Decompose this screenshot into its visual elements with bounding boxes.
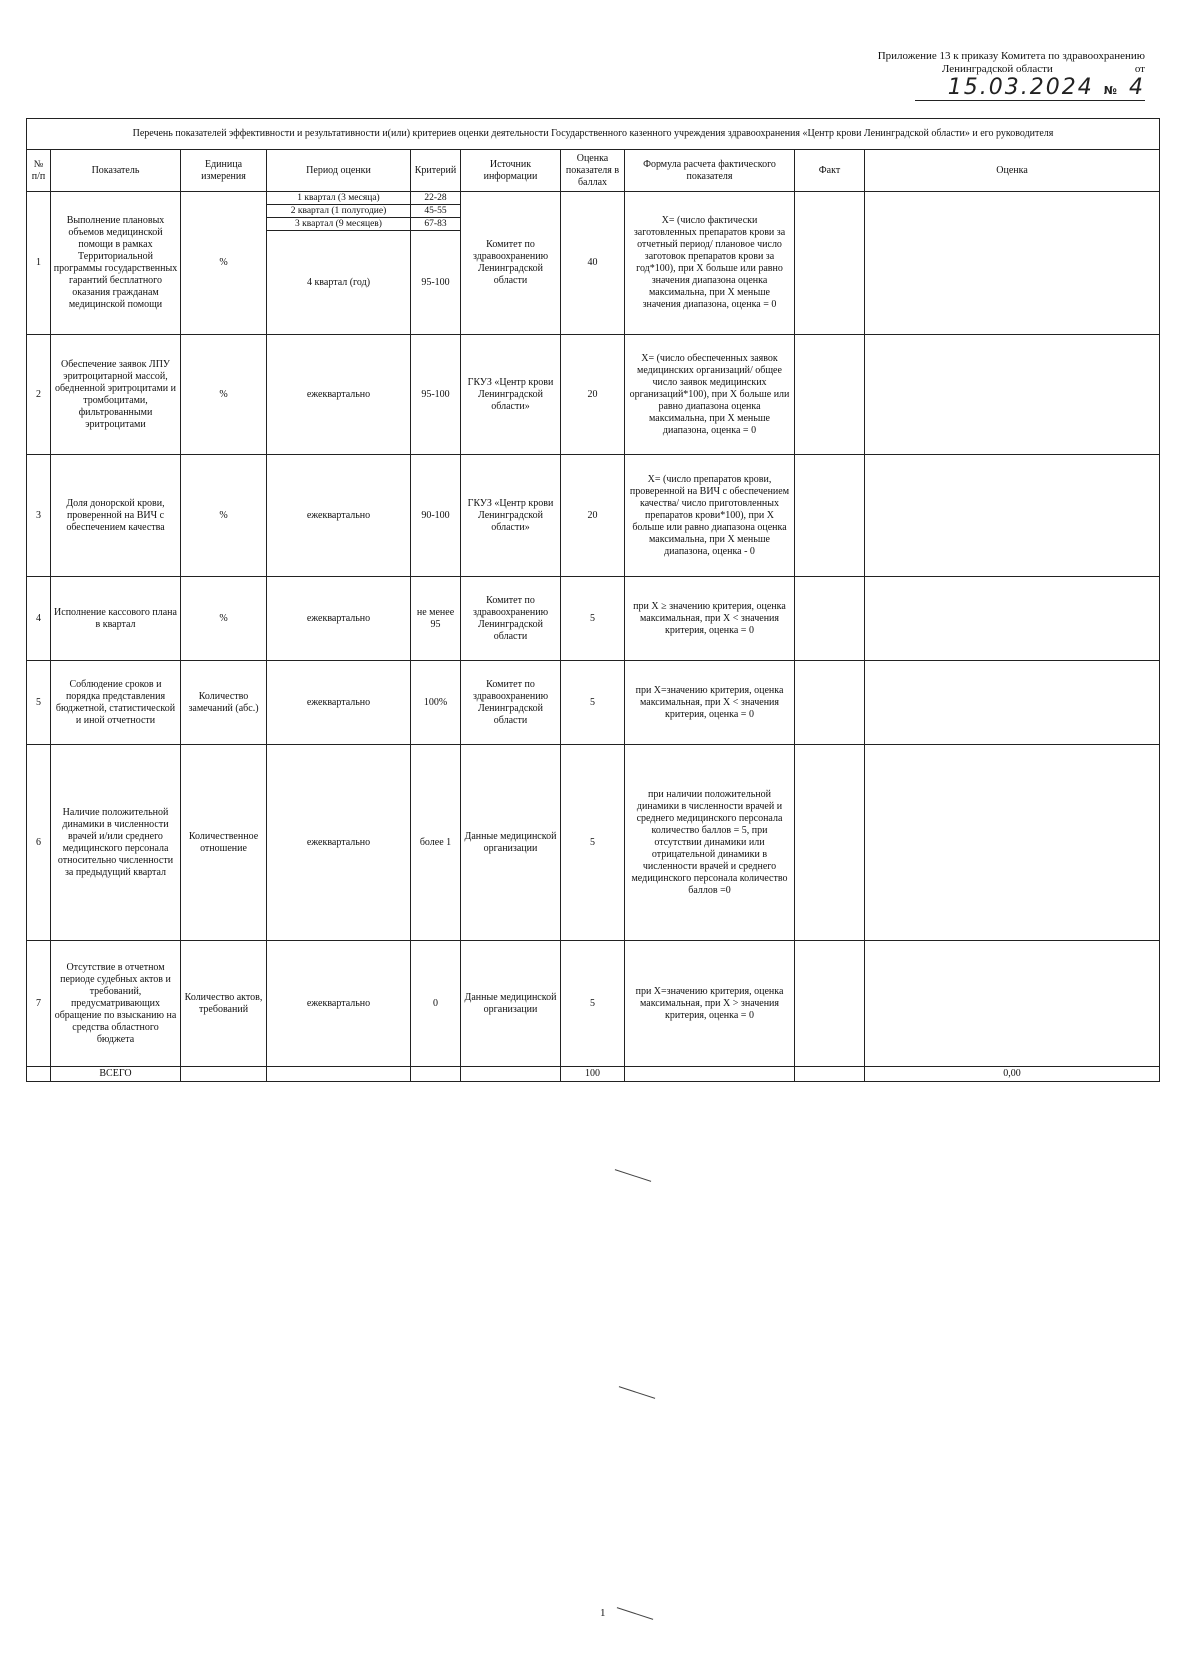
row-unit: % <box>181 335 267 455</box>
row-criterion: более 1 <box>411 745 461 941</box>
col-period: Период оценки <box>267 150 411 192</box>
row-source: Комитет по здравоохранению Ленинградской области <box>461 661 561 745</box>
table-row <box>27 455 1160 577</box>
total-empty <box>181 1067 267 1082</box>
row-period: ежеквартально <box>267 745 411 941</box>
col-source: Источник информации <box>461 150 561 192</box>
scan-mark <box>615 1169 651 1182</box>
document-header <box>825 50 1145 76</box>
row-unit: Количество актов, требований <box>181 941 267 1067</box>
row-fact <box>795 577 865 661</box>
scan-mark <box>617 1607 653 1620</box>
row-num: 4 <box>27 577 51 661</box>
row-indicator: Обеспечение заявок ЛПУ эритроцитарной массой, обедненной эритроцитами и тромбоцитами, фильтрованными эритроцитами <box>51 335 181 455</box>
row-indicator: Отсутствие в отчетном периоде судебных актов и требований, предусматривающих обращение по взысканию на средства областного бюджета <box>51 941 181 1067</box>
row-num: 1 <box>27 192 51 335</box>
col-num: № п/п <box>27 150 51 192</box>
row-indicator: Наличие положительной динамики в численности врачей и/или среднего медицинского персонала относительно численности за предыдущий квартал <box>51 745 181 941</box>
row-formula: Х= (число обеспеченных заявок медицинских организаций/ общее число заявок медицинских организаций*100), при Х больше или равно диапазона оценка максимальна, при Х меньше диапазона, оценка = 0 <box>625 335 795 455</box>
col-unit: Единица измерения <box>181 150 267 192</box>
row-unit: % <box>181 455 267 577</box>
row-fact <box>795 455 865 577</box>
row-points: 20 <box>561 455 625 577</box>
row-points: 5 <box>561 745 625 941</box>
row-period: 2 квартал (1 полугодие) <box>267 205 411 218</box>
row-source: Комитет по здравоохранению Ленинградской области <box>461 192 561 335</box>
row-period: ежеквартально <box>267 577 411 661</box>
row-criterion: 95-100 <box>411 231 461 335</box>
total-empty <box>795 1067 865 1082</box>
row-indicator: Выполнение плановых объемов медицинской помощи в рамках Территориальной программы государственных гарантий бесплатного оказания гражданам медицинской помощи <box>51 192 181 335</box>
row-formula: при Х ≥ значению критерия, оценка максимальная, при Х < значения критерия, оценка = 0 <box>625 577 795 661</box>
column-header-row <box>27 150 1160 192</box>
total-score: 0,00 <box>865 1067 1160 1082</box>
row-num: 7 <box>27 941 51 1067</box>
row-unit: Количественное отношение <box>181 745 267 941</box>
indicators-table <box>26 118 1160 1082</box>
table-row <box>27 745 1160 941</box>
col-indicator: Показатель <box>51 150 181 192</box>
row-score <box>865 335 1160 455</box>
total-empty <box>267 1067 411 1082</box>
row-period: 3 квартал (9 месяцев) <box>267 218 411 231</box>
row-num: 5 <box>27 661 51 745</box>
row-fact <box>795 745 865 941</box>
row-score <box>865 455 1160 577</box>
row-num: 6 <box>27 745 51 941</box>
total-row <box>27 1067 1160 1082</box>
table-row <box>27 577 1160 661</box>
row-period: 4 квартал (год) <box>267 231 411 335</box>
row-points: 5 <box>561 661 625 745</box>
row-criterion: 22-28 <box>411 192 461 205</box>
table-row <box>27 335 1160 455</box>
row-criterion: 90-100 <box>411 455 461 577</box>
total-label: ВСЕГО <box>51 1067 181 1082</box>
row-unit: % <box>181 577 267 661</box>
total-empty <box>461 1067 561 1082</box>
total-empty <box>625 1067 795 1082</box>
total-num-empty <box>27 1067 51 1082</box>
appendix-line: Приложение 13 к приказу Комитета по здравоохранению <box>877 50 1145 62</box>
row-source: Данные медицинской организации <box>461 941 561 1067</box>
row-points: 20 <box>561 335 625 455</box>
row-score <box>865 192 1160 335</box>
handwritten-date-number <box>915 74 1145 101</box>
row-period: ежеквартально <box>267 941 411 1067</box>
row-formula: при Х=значению критерия, оценка максимальная, при Х > значения критерия, оценка = 0 <box>625 941 795 1067</box>
row-fact <box>795 941 865 1067</box>
row-indicator: Соблюдение сроков и порядка представления бюджетной, статистической и иной отчетности <box>51 661 181 745</box>
row-score <box>865 745 1160 941</box>
col-criterion: Критерий <box>411 150 461 192</box>
handwritten-number: 4 <box>1129 75 1145 100</box>
total-points: 100 <box>561 1067 625 1082</box>
row-period: ежеквартально <box>267 335 411 455</box>
row-fact <box>795 335 865 455</box>
from-text: от <box>1134 63 1145 75</box>
scan-mark <box>619 1386 655 1399</box>
row-criterion: 45-55 <box>411 205 461 218</box>
row-criterion: 100% <box>411 661 461 745</box>
indicators-table-wrap <box>26 118 1159 1082</box>
row-score <box>865 661 1160 745</box>
row-points: 40 <box>561 192 625 335</box>
table-row <box>27 661 1160 745</box>
page-number: 1 <box>600 1607 606 1619</box>
row-num: 2 <box>27 335 51 455</box>
col-fact: Факт <box>795 150 865 192</box>
region-text: Ленинградской области <box>941 63 1053 75</box>
col-score: Оценка <box>865 150 1160 192</box>
table-title: Перечень показателей эффективности и результативности и(или) критериев оценки деятельности Государственного казенного учреждения здравоохранения «Центр крови Ленинградской области» и его руководителя <box>27 119 1160 150</box>
row-criterion: не менее 95 <box>411 577 461 661</box>
row-period: ежеквартально <box>267 661 411 745</box>
row-source: Данные медицинской организации <box>461 745 561 941</box>
row-points: 5 <box>561 941 625 1067</box>
row-points: 5 <box>561 577 625 661</box>
table-row <box>27 192 1160 205</box>
row-formula: Х= (число препаратов крови, проверенной на ВИЧ с обеспечением качества/ число приготовленных препаратов крови*100), при Х больше или равно диапазона оценка максимальна, при Х меньше диапазона, оценка - 0 <box>625 455 795 577</box>
row-unit: Количество замечаний (абс.) <box>181 661 267 745</box>
handwritten-date: 15.03.2024 <box>947 75 1094 100</box>
row-score <box>865 577 1160 661</box>
row-formula: при Х=значению критерия, оценка максимальная, при Х < значения критерия, оценка = 0 <box>625 661 795 745</box>
row-indicator: Доля донорской крови, проверенной на ВИЧ с обеспечением качества <box>51 455 181 577</box>
col-points: Оценка показателя в баллах <box>561 150 625 192</box>
col-formula: Формула расчета фактического показателя <box>625 150 795 192</box>
row-criterion: 67-83 <box>411 218 461 231</box>
row-source: Комитет по здравоохранению Ленинградской области <box>461 577 561 661</box>
row-score <box>865 941 1160 1067</box>
row-period: ежеквартально <box>267 455 411 577</box>
row-unit: % <box>181 192 267 335</box>
row-criterion: 0 <box>411 941 461 1067</box>
row-source: ГКУЗ «Центр крови Ленинградской области» <box>461 335 561 455</box>
row-formula: при наличии положительной динамики в численности врачей и среднего медицинского персонала количество баллов = 5, при отсутствии динамики или отрицательной динамики в численности врачей и среднего медицинского персонала количество баллов =0 <box>625 745 795 941</box>
table-row <box>27 941 1160 1067</box>
row-period: 1 квартал (3 месяца) <box>267 192 411 205</box>
total-empty <box>411 1067 461 1082</box>
row-fact <box>795 192 865 335</box>
row-source: ГКУЗ «Центр крови Ленинградской области» <box>461 455 561 577</box>
number-sign: № <box>1103 84 1119 97</box>
row-criterion: 95-100 <box>411 335 461 455</box>
row-fact <box>795 661 865 745</box>
row-formula: Х= (число фактически заготовленных препаратов крови за отчетный период/ плановое число заготовок препаратов крови за год*100), при Х больше или равно значения диапазона оценка максимальна, при Х меньше значения диапазона, оценка = 0 <box>625 192 795 335</box>
row-indicator: Исполнение кассового плана в квартал <box>51 577 181 661</box>
row-num: 3 <box>27 455 51 577</box>
